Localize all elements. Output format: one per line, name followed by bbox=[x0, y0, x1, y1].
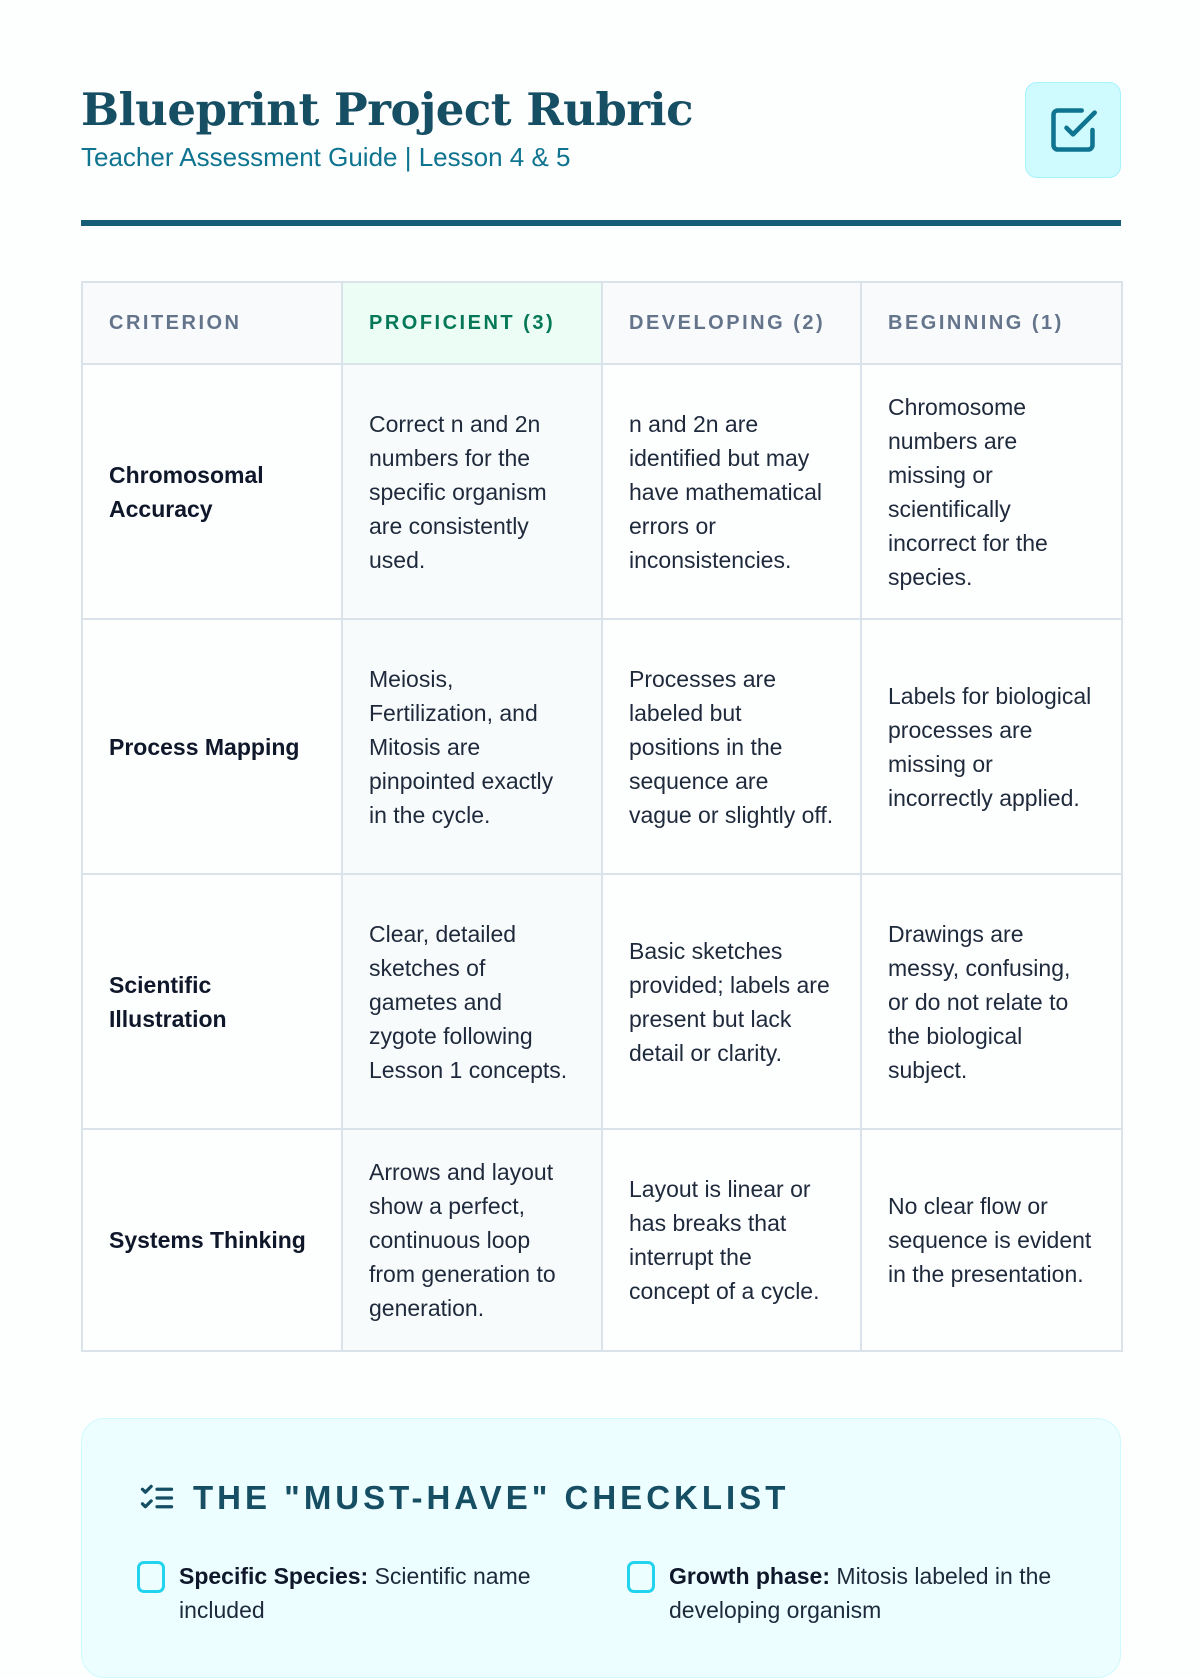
checklist-item-desc: Scientific name included bbox=[179, 1563, 531, 1623]
checklist-item-desc: Mitosis labeled in the developing organism bbox=[669, 1563, 1052, 1623]
checklist-title: THE "MUST-HAVE" CHECKLIST bbox=[193, 1479, 790, 1516]
proficient-cell: Correct n and 2n numbers for the specific organism are consistently used. bbox=[342, 364, 602, 619]
criterion-cell: Process Mapping bbox=[82, 619, 342, 874]
developing-cell: Basic sketches provided; labels are present but lack detail or clarity. bbox=[602, 874, 861, 1129]
beginning-cell: Drawings are messy, confusing, or do not relate to the biological subject. bbox=[861, 874, 1122, 1129]
column-header-beginning: BEGINNING (1) bbox=[861, 282, 1122, 364]
criterion-cell: Scientific Illustration bbox=[82, 874, 342, 1129]
proficient-cell: Arrows and layout show a perfect, continuous loop from generation to generation. bbox=[342, 1129, 602, 1351]
page-title: Blueprint Project Rubric bbox=[81, 83, 694, 136]
beginning-cell: No clear flow or sequence is evident in the presentation. bbox=[861, 1129, 1122, 1351]
header-divider bbox=[81, 220, 1121, 226]
checkbox[interactable] bbox=[627, 1561, 655, 1593]
developing-cell: Layout is linear or has breaks that interrupt the concept of a cycle. bbox=[602, 1129, 861, 1351]
column-header-criterion: CRITERION bbox=[82, 282, 342, 364]
checkbox[interactable] bbox=[137, 1561, 165, 1593]
page-subtitle: Teacher Assessment Guide | Lesson 4 & 5 bbox=[81, 142, 571, 172]
proficient-cell: Meiosis, Fertilization, and Mitosis are pinpointed exactly in the cycle. bbox=[342, 619, 602, 874]
must-have-checklist bbox=[81, 1418, 1121, 1678]
rubric-table bbox=[81, 281, 1123, 1352]
checklist-item-label: Specific Species: bbox=[179, 1563, 369, 1589]
proficient-cell: Clear, detailed sketches of gametes and zygote following Lesson 1 concepts. bbox=[342, 874, 602, 1129]
checklist-item[interactable] bbox=[627, 1559, 1057, 1627]
table-row bbox=[82, 364, 1122, 619]
table-row bbox=[82, 874, 1122, 1129]
page-header bbox=[81, 82, 1121, 178]
column-header-developing: DEVELOPING (2) bbox=[602, 282, 861, 364]
beginning-cell: Labels for biological processes are missing or incorrectly applied. bbox=[861, 619, 1122, 874]
developing-cell: Processes are labeled but positions in the sequence are vague or slightly off. bbox=[602, 619, 861, 874]
criterion-cell: Chromosomal Accuracy bbox=[82, 364, 342, 619]
table-row bbox=[82, 619, 1122, 874]
checklist-item-text bbox=[669, 1559, 1057, 1627]
checklist-item[interactable] bbox=[137, 1559, 567, 1627]
column-header-proficient: PROFICIENT (3) bbox=[342, 282, 602, 364]
checklist-item-text bbox=[179, 1559, 567, 1627]
criterion-cell: Systems Thinking bbox=[82, 1129, 342, 1351]
check-square-badge bbox=[1025, 82, 1121, 178]
list-check-icon bbox=[139, 1482, 175, 1514]
checklist-heading bbox=[139, 1479, 789, 1517]
checklist-item-label: Growth phase: bbox=[669, 1563, 831, 1589]
beginning-cell: Chromosome numbers are missing or scientifically incorrect for the species. bbox=[861, 364, 1122, 619]
developing-cell: n and 2n are identified but may have mathematical errors or inconsistencies. bbox=[602, 364, 861, 619]
check-square-icon bbox=[1047, 104, 1099, 156]
table-row bbox=[82, 1129, 1122, 1351]
table-header-row bbox=[82, 282, 1122, 364]
